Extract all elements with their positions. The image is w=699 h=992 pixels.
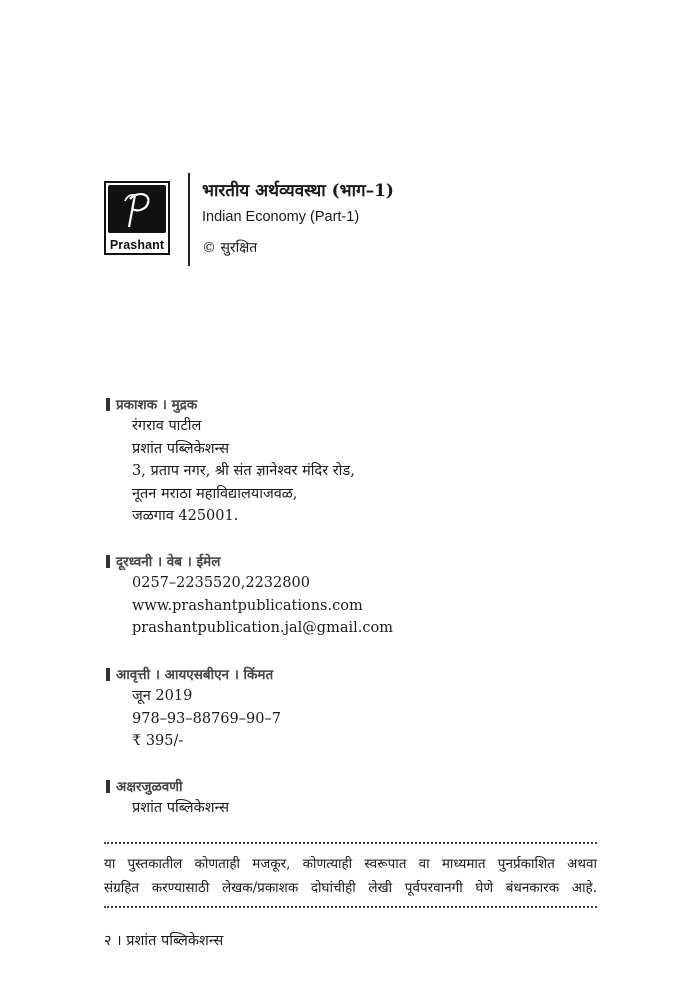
- typesetting-section: [106, 775, 229, 820]
- rights-notice: © सुरक्षित: [202, 240, 258, 256]
- contact-heading: दूरध्वनी । वेब । ईमेल: [116, 554, 221, 570]
- logo-wordmark: Prashant: [109, 238, 165, 252]
- dotted-divider: [104, 842, 597, 844]
- typesetting-line: प्रशांत पब्लिकेशन्स: [132, 800, 230, 816]
- edition-date: जून 2019: [132, 688, 193, 704]
- book-title-english: Indian Economy (Part-1): [202, 209, 360, 225]
- publisher-line: नूतन मराठा महाविद्यालयाजवळ,: [132, 485, 298, 502]
- header-divider: [188, 173, 190, 266]
- section-bar-icon: [106, 555, 110, 568]
- email-text: prashantpublication.jal@gmail.com: [132, 620, 393, 636]
- section-bar-icon: [106, 398, 110, 411]
- website-text: www.prashantpublications.com: [132, 597, 363, 614]
- section-bar-icon: [106, 668, 110, 681]
- phone-text: 0257–2235520,2232800: [132, 575, 310, 591]
- dotted-divider: [104, 906, 597, 908]
- book-title-marathi: भारतीय अर्थव्यवस्था (भाग–1): [202, 181, 394, 201]
- section-heading: [106, 775, 229, 797]
- isbn-text: 978–93–88769–90–7: [132, 710, 281, 727]
- publisher-section: [106, 393, 355, 528]
- section-bar-icon: [106, 780, 110, 793]
- notice-line: संग्रहित करण्यासाठी लेखक/प्रकाशक दोघांचीही लेखी पूर्वपरवानगी घेणे बंधनकारक आहे.: [104, 880, 597, 896]
- p-logo-icon: [108, 185, 166, 233]
- publisher-line: 3, प्रताप नगर, श्री संत ज्ञानेश्वर मंदिर रोड,: [132, 463, 355, 479]
- price-text: ₹ 395/-: [132, 733, 184, 749]
- edition-section: [106, 663, 281, 753]
- publisher-logo: [104, 181, 170, 255]
- section-heading: [106, 663, 281, 685]
- section-heading: [106, 550, 393, 572]
- publisher-heading: प्रकाशक । मुद्रक: [116, 397, 198, 413]
- reproduction-notice: [104, 852, 597, 900]
- contact-section: [106, 550, 393, 640]
- edition-heading: आवृत्ती । आयएसबीएन । किंमत: [116, 667, 274, 683]
- typesetting-heading: अक्षरजुळवणी: [116, 779, 183, 795]
- notice-line: या पुस्तकातील कोणताही मजकूर, कोणत्याही स्वरूपात वा माध्यमात पुनर्प्रकाशित अथवा: [104, 856, 597, 872]
- page-footer: २ । प्रशांत पब्लिकेशन्स: [104, 933, 224, 949]
- section-heading: [106, 393, 355, 415]
- publisher-line: प्रशांत पब्लिकेशन्स: [132, 440, 230, 457]
- publisher-line: रंगराव पाटील: [132, 418, 202, 434]
- publisher-line: जळगाव 425001.: [132, 508, 239, 524]
